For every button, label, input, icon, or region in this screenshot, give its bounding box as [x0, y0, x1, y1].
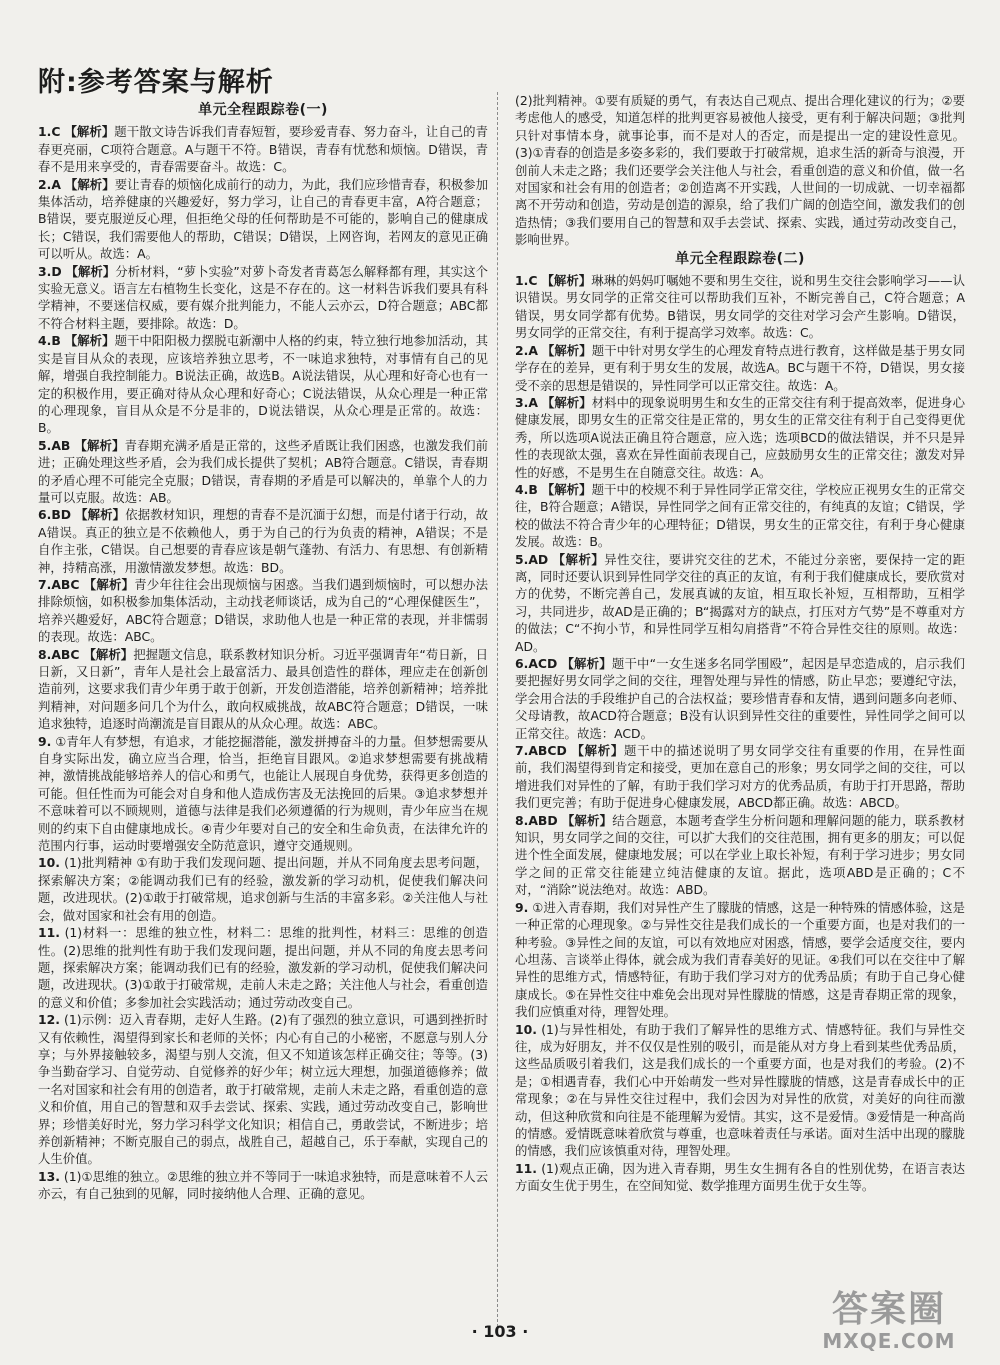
answer-text: 异性交往，要讲究交往的艺术，不能过分亲密，要保持一定的距离，同时还要认识到异性同学交往的真正的友谊，有利于我们健康成长，要欣赏对方的优势，不断完善自己，发展真诚的友谊，相互取长补短，互相帮助，互相学习，共同进步，故AD是正确的；B“揭露对方的缺点，打压对方气势”是不尊重对方的做法；C“不拘小节，和异性同学互相勾肩搭背”不符合异性交往的原则。故选：AD。	[515, 551, 965, 654]
question-number: 7.ABC	[38, 576, 80, 592]
answer-item	[515, 742, 965, 812]
answer-text: (1)①思维的独立。②思维的独立并不等同于一味追求独特，而是意味着不人云亦云，有自己独到的见解，同时接纳他人合理、正确的意见。	[38, 1168, 488, 1202]
site-watermark	[800, 1290, 978, 1356]
answer-item	[38, 733, 488, 855]
analysis-tag: 【解析】	[541, 481, 592, 497]
answer-item	[38, 506, 488, 576]
answer-item	[38, 646, 488, 733]
answer-text: (2)批判精神。①要有质疑的勇气，有表达自己观点、提出合理化建议的行为；②要考虑他人的感受，知道怎样的批判更容易被他人接受，更有利于解决问题；③批判只针对事情本身，就事论事，而不是对人的否定，而是提出一定的建设性意见。(3)①青春的创造是多姿多彩的，我们要敢于打破常规，追求生活的新奇与浪漫，开创前人未走之路；我们还要学会关注他人与社会，看重创造的意义和价值，做一名对国家和社会有用的创造者；②创造离不开实践，人世间的一切成就、一切幸福都离不开劳动和创造，劳动是创造的源泉，给了我们广阔的创造空间，激发我们的创造热情；③我们要用自己的智慧和双手去尝试、探索、实践，通过劳动改变自己，影响世界。	[515, 93, 965, 248]
answer-item	[515, 481, 965, 551]
answer-item	[38, 1168, 488, 1203]
question-number: 6.ACD	[515, 656, 558, 671]
question-number: 7.ABCD	[515, 743, 567, 759]
question-number: 13.	[38, 1168, 60, 1184]
analysis-tag: 【解析】	[64, 124, 115, 140]
question-number: 8.ABD	[515, 812, 558, 828]
question-number: 5.AD	[515, 551, 549, 567]
analysis-tag: 【解析】	[83, 576, 135, 592]
question-number: 11.	[38, 925, 60, 941]
analysis-tag: 【解析】	[74, 437, 125, 453]
question-number: 1.C	[515, 273, 538, 289]
watermark-url: MXQE.COM	[822, 1329, 956, 1353]
answer-text: 琳琳的妈妈叮嘱她不要和男生交往，说和男生交往会影响学习——认识错误。男女同学的正常交往可以帮助我们互补，不断完善自己，C符合题意；A错误，男女同学都有优势。B错误，男女同学的交往对学习会产生影响。D错误，男女同学的正常交往，有利于提高学习效率。故选：C。	[515, 273, 965, 341]
page-title: 附:参考答案与解析	[38, 67, 274, 98]
section-title: 单元全程跟踪卷(二)	[675, 250, 805, 267]
question-number: 12.	[38, 1012, 60, 1028]
question-number: 6.BD	[38, 507, 72, 523]
answer-item	[38, 123, 488, 175]
answer-text: 题干中的描述说明了男女同学交往有重要的作用，在异性面前，我们渴望得到肯定和接受，更加在意自己的形象；男女同学之间的交往，可以增进我们对异性的了解，有助于我们学习对方的优秀品质，有助于打开思路，帮助我们更完善；有助于促进身心健康发展，ABCD都正确。故选：ABCD。	[515, 743, 965, 811]
watermark-logo-text: 答案圈	[831, 1289, 946, 1330]
answer-text: 材料中的现象说明男生和女生的正常交往有利于提高效率，促进身心健康发展，即男女生的正常交往是正常的，男女生的正常交往有利于自己变得更优秀，所以选项A说法正确且符合题意，应入选；选项BCD的做法错误，并不只是异性的表现欲太强，喜欢在异性面前表现自己，应鼓励男女生的正常交往；激发对异性的好感，不是男生在自随意交往。故选：A。	[515, 394, 965, 480]
answer-item	[38, 1011, 488, 1168]
answer-item	[515, 899, 965, 1021]
answer-item	[515, 92, 965, 249]
analysis-tag: 【解析】	[541, 273, 592, 289]
analysis-tag: 【解析】	[64, 333, 115, 349]
answer-text: 题干中的校规不利于异性同学正常交往，学校应正视男女生的正常交往，B符合题意；A错误，异性同学之间有正常交往的，有纯真的友谊；C错误，学校的做法不符合青少年的心理特征；D错误，男女生的正常交往，有利于身心健康发展。故选：B。	[515, 481, 965, 550]
answer-item	[515, 655, 965, 742]
analysis-tag: 【解析】	[541, 394, 592, 410]
answer-text: 青少年往往会出现烦恼与困惑。当我们遇到烦恼时，可以想办法排除烦恼，如积极参加集体活动，主动找老师谈话，成为自己的“心理保健医生”，培养兴趣爱好，ABC符合题意；D错误，求助他人也是一种正常的表现，并非懦弱的表现。故选：ABC。	[38, 576, 488, 645]
analysis-tag: 【解析】	[552, 551, 605, 567]
answer-text: ①青年人有梦想，有追求，才能挖掘潜能，激发拼搏奋斗的力量。但梦想需要从自身实际出发，确立应当合理，恰当，拒绝盲目跟风。②追求梦想需要有挑战精神，激情挑战能够培养人的信心和勇气，也能让人展现自身优势，获得更多创造的可能。但任性而为可能会对自身和他人造成伤害及无法挽回的后果。③追求梦想并不意味着可以不顾规则，道德与法律是我们必须遵循的行为规则，青少年应当在规则的约束下自由健康地成长。④青少年要对自己的安全和生命负责，在法律允许的范围内行事，运动时要增强安全防范意识，遵守交通规则。	[38, 733, 488, 854]
left-column	[38, 100, 488, 1315]
question-number: 3.A	[515, 394, 538, 410]
answer-item	[515, 812, 965, 899]
answer-text: 把握题文信息，联系教材知识分析。习近平强调青年“苟日新，日日新，又日新”，青年人是社会上最富活力、最具创造性的群体，理应走在创新创造前列，这要求我们青少年勇于敢于创新，开发创造潜能，培养创新精神；培养批判精神，对问题多问几个为什么，敢向权威挑战，故ABC符合题意；D错误，一味追求独特，追逐时尚潮流是盲目跟从的从众心理。故选：ABC。	[38, 646, 488, 732]
analysis-tag: 【解析】	[65, 263, 116, 279]
answer-text: (1)批判精神 ①有助于我们发现问题、提出问题，并从不同角度去思考问题，探索解决方案；②能调动我们已有的经验，激发新的学习动机，促使我们解决问题，改进现状。(2)①敢于打破常规，追求创新与生活的丰富多彩。②关注他人与社会，做对国家和社会有用的创造。	[38, 855, 488, 923]
answer-item	[38, 924, 488, 1011]
question-number: 4.B	[38, 333, 61, 349]
question-number: 4.B	[515, 481, 538, 497]
answer-text: 青春期充满矛盾是正常的，这些矛盾既让我们困惑，也激发我们前进；正确处理这些矛盾，会为我们成长提供了契机；AB符合题意。C错误，青春期的矛盾心理不可能完全克服；D错误，青春期的矛盾是可以解决的，单靠个人的力量可以克服。故选：AB。	[38, 437, 488, 505]
question-number: 10.	[38, 855, 60, 871]
analysis-tag: 【解析】	[561, 812, 613, 828]
section-title: 单元全程跟踪卷(一)	[198, 102, 328, 118]
analysis-tag: 【解析】	[64, 176, 115, 192]
answer-text: 题干中阳阳极力摆脱屯新潮中人格的约束，特立独行地参加活动，其实是盲目从众的表现，应该培养独立思考，不一味追求独特，对事情有自己的见解，增强自我控制能力。B说法正确，故选B。A说法错误，从心理和好奇心也有一定的积极作用，要正确对待从众心理和好奇心；C说法错误，从众心理是一种正常的心理现象，盲目从众是不分是非的，D说法错误，从众心理是正常的。故选：B。	[38, 333, 488, 436]
answer-text: (1)材料一：思维的独立性，材料二：思维的批判性，材料三：思维的创造性。(2)思维的批判性有助于我们发现问题，提出问题，并从不同的角度去思考问题，探索解决方案；能调动我们已有的经验，激发新的学习动机，促使我们解决问题，改进现状。(3)①敢于打破常规，走前人未走之路；关注他人与社会，看重创造的意义和价值；多参加社会实践活动；通过劳动改变自己。	[38, 925, 488, 1010]
question-number: 11.	[515, 1160, 537, 1176]
answer-item	[38, 332, 488, 436]
answer-item	[515, 272, 965, 342]
answer-text: (1)观点正确，因为进入青春期，男生女生拥有各自的性别优势，在语言表达方面女生优于男生，在空间知觉、数学推理方面男生优于女生等。	[515, 1160, 965, 1194]
answer-text: 题干中“一女生迷多名同学围殴”，起因是早恋造成的，启示我们要把握好男女同学之间的交往，理智处理与异性的情感，防止早恋；要遵纪守法，学会用合法的手段维护自己的合法权益；要珍惜青春和友情，遇到问题多向老师、父母请教，故ACD符合题意；B没有认识到异性交往的重要性，异性同学之间可以正常交往。故选：ACD。	[515, 656, 965, 741]
answer-item	[515, 1160, 965, 1195]
answer-text: 依据教材知识，理想的青春不是沉湎于幻想，而是付诸于行动，故A错误。真正的独立是不依赖他人，勇于为自己的行为负责的精神，A错误；不是自作主张，C错误。自己想要的青春应该是朝气蓬勃、有活力、有思想、有创新精神，持精高涨，用激情激发梦想。故选：BD。	[38, 507, 488, 575]
question-number: 5.AB	[38, 437, 71, 453]
right-column	[515, 92, 965, 1315]
question-number: 9.	[515, 899, 529, 915]
answer-item	[38, 576, 488, 646]
analysis-tag: 【解析】	[571, 743, 625, 759]
answer-text: 题干散文诗告诉我们青春短暂，要珍爱青春、努力奋斗，让自己的青春更亮丽，C项符合题意。A与题干不符。B错误，青春有忧愁和烦恼。D错误，青春不是用来享受的，青春需要奋斗。故选：C。	[38, 124, 488, 175]
question-number: 10.	[515, 1021, 537, 1037]
answer-text: 题干中针对男女学生的心理发育特点进行教育，这样做是基于男女同学存在的差异，更有利于男女生的发展，故选A。BC与题干不符，D错误，男女接受不亲的思想是错误的，异性同学可以正常交往。故选：A。	[515, 342, 965, 393]
answer-text: 要让青春的烦恼化成前行的动力，为此，我们应珍惜青春，积极参加集体活动，培养健康的兴趣爱好，努力学习，让自己的青春更丰富，A符合题意；B错误，要克服逆反心理，但拒绝父母的任何帮助是不可能的，影响自己的健康成长；C错误，我们需要他人的帮助，C错误；D错误，上网咨询，若网友的意见正确可以听从。故选：A。	[38, 176, 488, 262]
analysis-tag: 【解析】	[75, 507, 126, 523]
answer-text: (1)与异性相处，有助于我们了解异性的思维方式、情感特征。我们与异性交往，成为好朋友，并不仅仅是性别的吸引，而是能从对方身上看到某些优秀品质，这些品质吸引着我们，这是我们成长的一个重要方面，也是对我们的考验。(2)不是；①相遇青春，我们心中开始萌发一些对异性朦胧的情感，这是青春成长中的正常现象；②在与异性交往过程中，我们会因为对异性的欣赏，对美好的向往而激动，但这种欣赏和向往是不能理解为爱情。其实，这不是爱情。③爱情是一种高尚的情感。爱情既意味着欣赏与尊重，也意味着责任与承诺。面对生活中出现的朦胧的情感，我们应该慎重对待，理智处理。	[515, 1021, 965, 1159]
answer-item	[38, 437, 488, 507]
analysis-tag: 【解析】	[541, 342, 592, 358]
answer-item	[515, 394, 965, 481]
answer-text: 结合题意，本题考查学生分析问题和理解问题的能力，联系教材知识，男女同学之间的交往，可以扩大我们的交往范围，拥有更多的朋友；可以促进个性全面发展，健康地发展；可以在学业上取长补短，有利于学习进步；男女同学之间的正常交往能建立纯洁健康的友谊。据此，选项ABD是正确的；C不对，“消除”说法绝对。故选：ABD。	[515, 812, 965, 898]
analysis-tag: 【解析】	[83, 646, 134, 662]
answer-item	[38, 176, 488, 263]
question-number: 8.ABC	[38, 646, 80, 662]
question-number: 2.A	[38, 176, 61, 192]
answer-item	[515, 342, 965, 394]
answer-item	[38, 854, 488, 924]
answer-item	[515, 1021, 965, 1160]
answer-item	[515, 551, 965, 655]
answer-text: 分析材料，“萝卜实验”对萝卜奇发者青葛怎么解释都有理，其实这个实验无意义。语言左右植物生长变化，这是不存在的。这一材料告诉我们要具有科学精神，不要迷信权威，要有媒介批判能力，不能人云亦云，D符合题意；ABC都不符合材料主题，要排除。故选：D。	[38, 263, 488, 331]
column-divider	[497, 92, 498, 1327]
page-number: · 103 ·	[471, 1322, 529, 1341]
answer-text: ①进入青春期，我们对异性产生了朦胧的情感，这是一种特殊的情感体验，这是一种正常的心理现象。②与异性交往是我们成长的一个重要方面，也是对我们的一种考验。③异性之间的友谊，可以有效地应对困惑，情感，要学会适度交往，要内心坦荡、言谈举止得体，就会成为我们青春美好的见证。④我们可以在交往中了解异性的思维方式，情感特征，有助于我们学习对方的优秀品质；有助于自己身心健康成长。⑤在异性交往中难免会出现对异性朦胧的情感，这是青春期正常的现象，我们应慎重对待，理智处理。	[515, 899, 965, 1020]
analysis-tag: 【解析】	[561, 656, 612, 671]
question-number: 2.A	[515, 342, 538, 358]
question-number: 1.C	[38, 124, 61, 140]
question-number: 3.D	[38, 263, 62, 279]
answer-text: (1)示例：迈入青春期，走好人生路。(2)有了强烈的独立意识，可遇到挫折时又有依赖性，渴望得到家长和老师的关怀；内心有自己的小秘密，不愿意与别人分享；与外界接触较多，渴望与别人交流，但又不知道该怎样正确交往；等等。(3)争当勤奋学习、自觉劳动、自觉修养的好少年；树立远大理想，加强道德修养；做一名对国家和社会有用的创造者，敢于打破常规，走前人未走之路，看重创造的意义和价值，用自己的智慧和双手去尝试、探索、实践，通过劳动改变自己，影响世界；珍惜美好时光，努力学习科学文化知识；相信自己，勇敢尝试，不断进步；培养创新精神；不断克服自己的弱点，战胜自己，超越自己，乐于奉献，实现自己的人生价值。	[38, 1012, 488, 1167]
answer-item	[38, 263, 488, 333]
question-number: 9.	[38, 733, 52, 749]
